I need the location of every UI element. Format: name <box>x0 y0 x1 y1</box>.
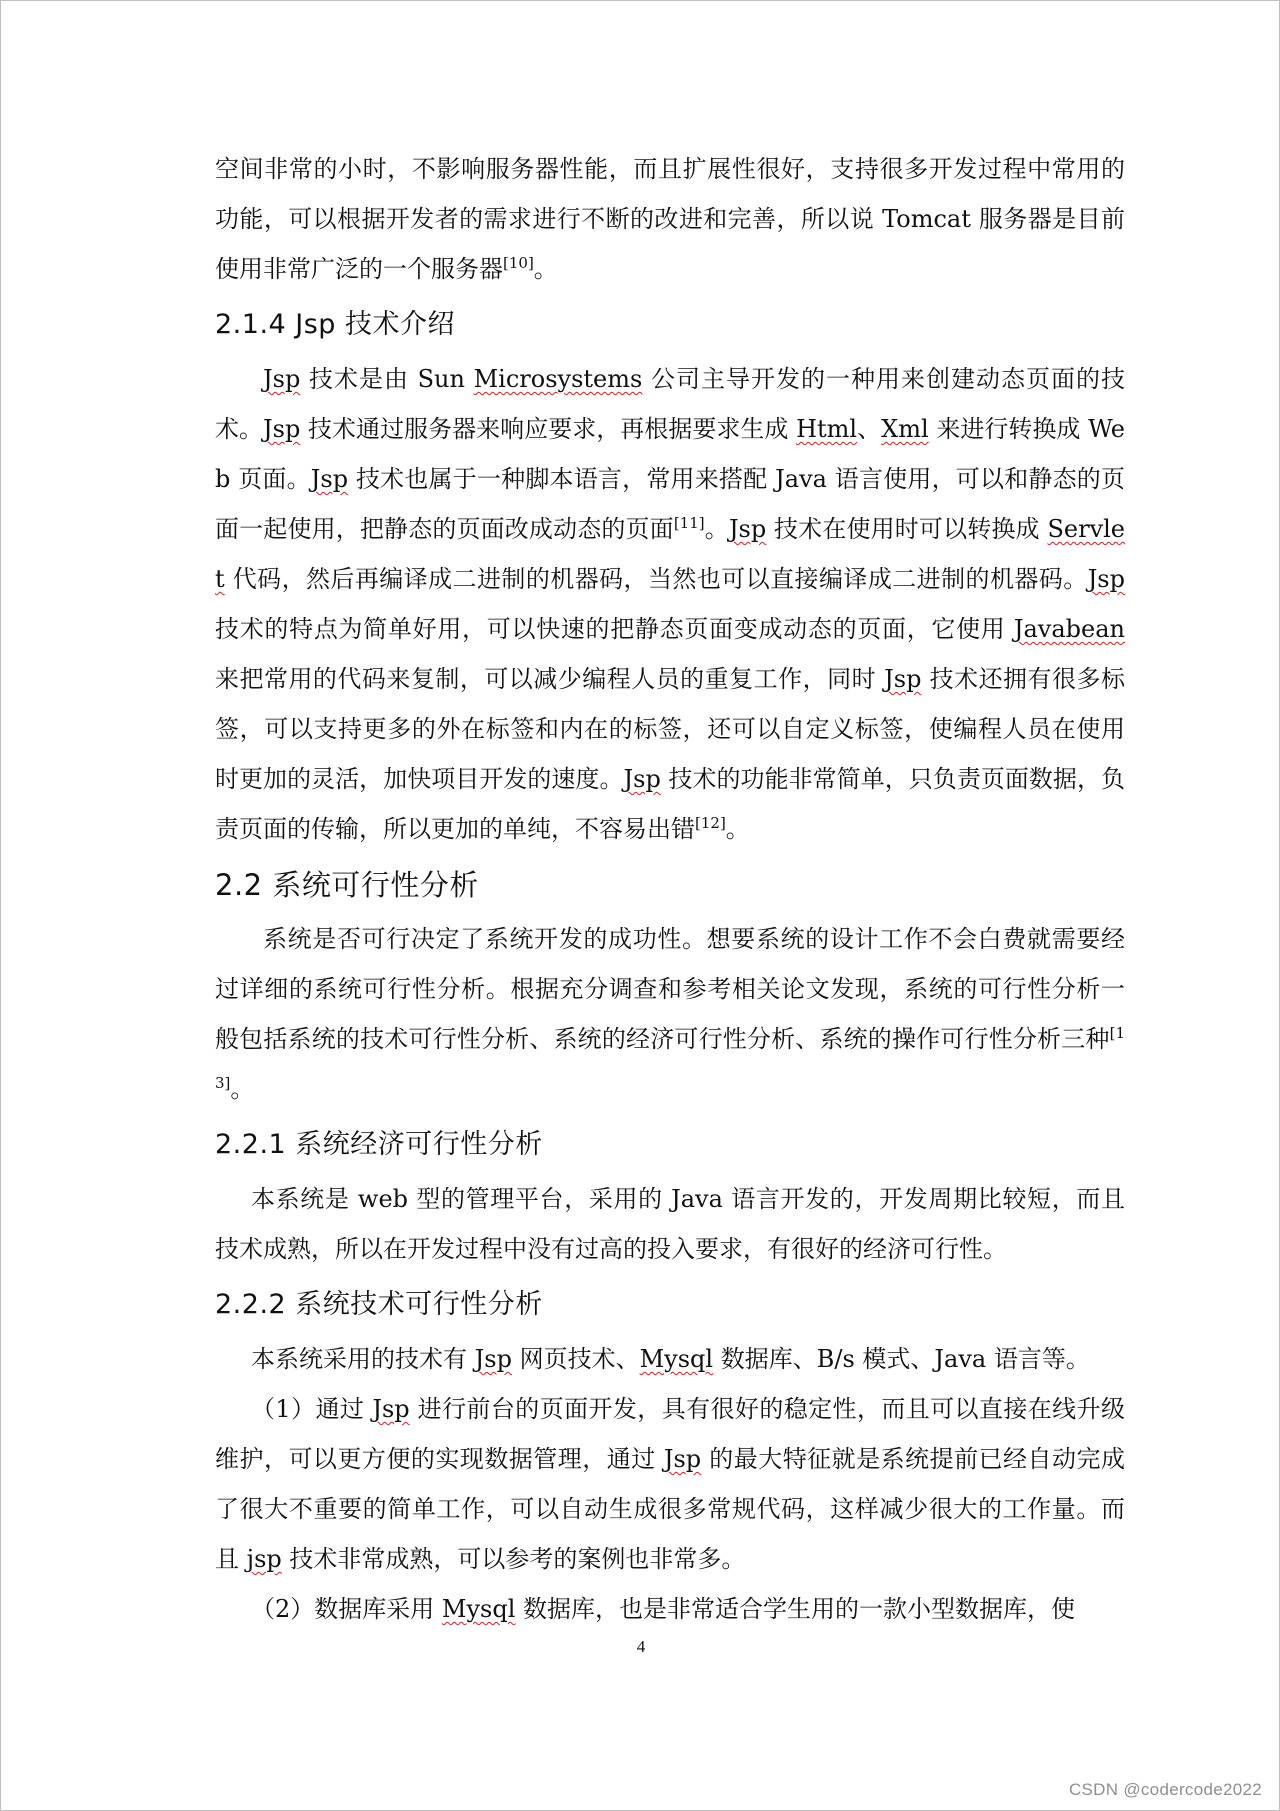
spellcheck-word: Microsystems <box>473 365 643 393</box>
feasibility-paragraph: 系统是否可行决定了系统开发的成功性。想要系统的设计工作不会白费就需要经过详细的系统可行性分析。根据充分调查和参考相关论文发现，系统的可行性分析一般包括系统的技术可行性分析、系统的经济可行性分析、系统的操作可行性分析三种[13]。 <box>215 925 1125 1103</box>
heading-2-1-4: 2.1.4 Jsp 技术介绍 <box>215 309 456 340</box>
heading-2-2-1: 2.2.1 系统经济可行性分析 <box>215 1129 543 1160</box>
citation-13: [13] <box>215 1024 1125 1092</box>
heading-2-2-2: 2.2.2 系统技术可行性分析 <box>215 1289 543 1320</box>
spellcheck-word: jsp <box>246 1545 282 1573</box>
spellcheck-word: Jsp <box>372 1395 410 1423</box>
tech-item-2-paragraph: （2）数据库采用 Mysql 数据库，也是非常适合学生用的一款小型数据库，使 <box>251 1595 1076 1623</box>
spellcheck-word: Javabean <box>1013 615 1125 643</box>
spellcheck-word: Jsp <box>474 1345 512 1373</box>
page-number: 4 <box>636 1637 646 1656</box>
spellcheck-word: Jsp <box>310 465 349 493</box>
spellcheck-word: Jsp <box>623 765 661 793</box>
spellcheck-word: Mysql <box>441 1595 516 1623</box>
intro-paragraph: 空间非常的小时，不影响服务器性能，而且扩展性很好，支持很多开发过程中常用的功能，可以根据开发者的需求进行不断的改进和完善，所以说 Tomcat 服务器是目前使用非常广泛的一个服务器[10]。 <box>215 155 1125 283</box>
spellcheck-word: Html <box>796 415 858 443</box>
citation-12: [12] <box>695 814 726 832</box>
spellcheck-word: Servlet <box>215 515 1126 593</box>
tech-overview-paragraph: 本系统采用的技术有 Jsp 网页技术、Mysql 数据库、B/s 模式、Java 语言等。 <box>251 1345 1090 1373</box>
spellcheck-word: Jsp <box>884 665 922 693</box>
page-content <box>215 144 1125 1634</box>
intro-text: 空间非常的小时，不影响服务器性能，而且扩展性很好，支持很多开发过程中常用的功能，可以根据开发者的需求进行不断的改进和完善，所以说 Tomcat 服务器是目前使用非常广泛的一个服务器 <box>215 155 1125 283</box>
citation-11: [11] <box>673 514 705 532</box>
spellcheck-word: Jsp <box>663 1445 702 1473</box>
economic-feasibility-paragraph: 本系统是 web 型的管理平台，采用的 Java 语言开发的，开发周期比较短，而且技术成熟，所以在开发过程中没有过高的投入要求，有很好的经济可行性。 <box>215 1185 1125 1263</box>
jsp-intro-paragraph: Jsp 技术是由 Sun Microsystems 公司主导开发的一种用来创建动态页面的技术。Jsp 技术通过服务器来响应要求，再根据要求生成 Html、Xml 来进行转换成 Web 页面。Jsp 技术也属于一种脚本语言，常用来搭配 Java 语言使用，可以和静态的页面一起使用，把静态的页面改成动态的页面[11]。Jsp 技术在使用时可以转换成 Servlet 代码，然后再编译成二进制的机器码，当然也可以直接编译成二进制的机器码。Jsp 技术的特点为简单好用，可以快速的把静态页面变成动态的页面，它使用 Javabean 来把常用的代码来复制，可以减少编程人员的重复工作，同时 Jsp 技术还拥有很多标签，可以支持更多的外在标签和内在的标签，还可以自定义标签，使编程人员在使用时更加的灵活，加快项目开发的速度。Jsp 技术的功能非常简单，只负责页面数据，负责页面的传输，所以更加的单纯，不容易出错[12]。 <box>215 365 1126 843</box>
spellcheck-word: Jsp <box>263 365 301 393</box>
tech-item-1-paragraph: （1）通过 Jsp 进行前台的页面开发，具有很好的稳定性，而且可以直接在线升级维护，可以更方便的实现数据管理，通过 Jsp 的最大特征就是系统提前已经自动完成了很大不重要的简单工作，可以自动生成很多常规代码，这样减少很大的工作量。而且 jsp 技术非常成熟，可以参考的案例也非常多。 <box>215 1395 1125 1573</box>
spellcheck-word: Xml <box>881 415 929 443</box>
spellcheck-word: Mysql <box>639 1345 714 1373</box>
spellcheck-word: Jsp <box>263 415 301 443</box>
citation-10: [10] <box>503 254 534 272</box>
heading-2-2: 2.2 系统可行性分析 <box>215 868 479 902</box>
csdn-watermark: CSDN @codercode2022 <box>1068 1780 1262 1799</box>
spellcheck-word: Jsp <box>1087 565 1125 593</box>
spellcheck-word: Jsp <box>728 515 767 543</box>
